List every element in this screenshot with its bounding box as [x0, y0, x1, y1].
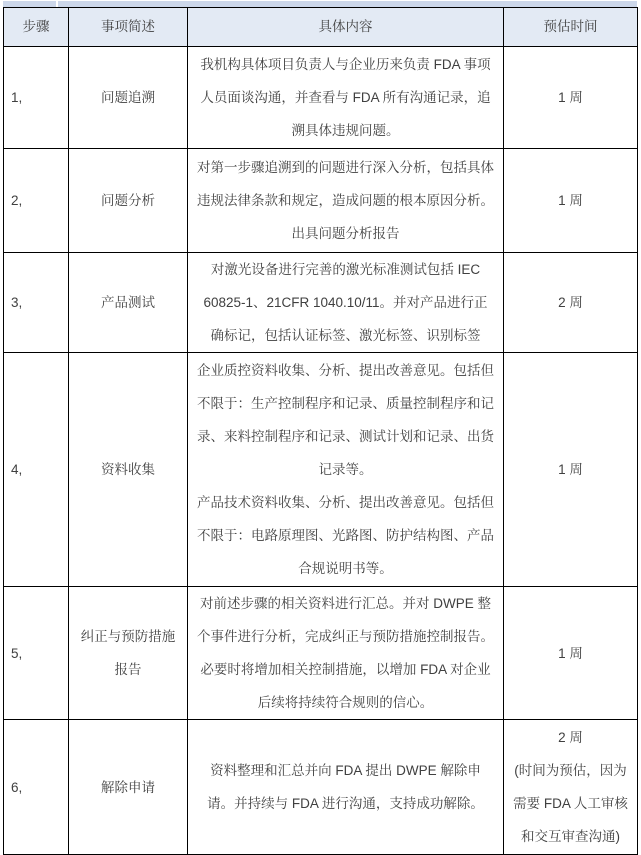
table-row: [4, 149, 638, 253]
time-line: 1 周: [558, 193, 583, 208]
column-header-step: 步骤: [4, 8, 69, 47]
column-header-content: 具体内容: [188, 8, 504, 47]
table-row: [4, 47, 638, 149]
summary-cell: 问题追溯: [69, 47, 188, 149]
table-row: [4, 353, 638, 587]
content-cell: [188, 587, 504, 720]
cell-divider: [56, 1, 58, 7]
fda-resolution-schedule-table: [3, 7, 638, 855]
summary-cell: 问题分析: [69, 149, 188, 253]
header-row: [4, 8, 638, 47]
content-paragraph: 产品技术资料收集、分析、提出改善意见。包括但不限于：电路原理图、光路图、防护结构图、产品合规说明书等。: [197, 495, 494, 576]
content-paragraph: 对激光设备进行完善的激光标准测试包括 IEC 60825-1、21CFR 1040.10/11。并对产品进行正确标记，包括认证标签、激光标签、识别标签: [203, 262, 488, 343]
time-cell: [504, 720, 638, 855]
time-line: (时间为预估，因为需要 FDA 人工审核和交互审查沟通): [513, 763, 628, 844]
step-cell: 2,: [4, 149, 69, 253]
content-cell: [188, 720, 504, 855]
step-cell: 4,: [4, 353, 69, 587]
time-line: 1 周: [558, 645, 583, 661]
summary-cell: 产品测试: [69, 253, 188, 353]
time-cell: [504, 587, 638, 720]
time-cell: [504, 47, 638, 149]
content-cell: [188, 253, 504, 353]
previous-table-row-sliver: [3, 1, 637, 7]
table-row: [4, 587, 638, 720]
column-header-summary: 事项简述: [69, 8, 188, 47]
content-paragraph: 对第一步骤追溯到的问题进行深入分析，包括具体违规法律条款和规定，造成问题的根本原因分析。出具问题分析报告: [197, 160, 494, 241]
step-cell: 6,: [4, 720, 69, 855]
time-line: 2 周: [558, 295, 583, 310]
time-line: 1 周: [558, 462, 583, 477]
content-paragraph: 企业质控资料收集、分析、提出改善意见。包括但不限于：生产控制程序和记录、质量控制程序和记录、来料控制程序和记录、测试计划和记录、出货记录等。: [197, 363, 494, 477]
content-paragraph: 资料整理和汇总并向 FDA 提出 DWPE 解除申请。并持续与 FDA 进行沟通，支持成功解除。: [207, 763, 484, 811]
content-cell: [188, 353, 504, 587]
table-row: [4, 253, 638, 353]
time-line: 2 周: [558, 730, 583, 745]
time-cell: [504, 353, 638, 587]
summary-cell: 资料收集: [69, 353, 188, 587]
content-paragraph: 我机构具体项目负责人与企业历来负责 FDA 事项人员面谈沟通，并查看与 FDA 所有沟通记录，追溯具体违规问题。: [200, 57, 491, 138]
step-cell: 1,: [4, 47, 69, 149]
step-cell: 5,: [4, 587, 69, 720]
time-cell: [504, 253, 638, 353]
summary-cell: 纠正与预防措施报告: [69, 587, 188, 720]
time-line: 1 周: [558, 90, 583, 105]
time-cell: [504, 149, 638, 253]
step-cell: 3,: [4, 253, 69, 353]
table-row: [4, 720, 638, 855]
summary-cell: 解除申请: [69, 720, 188, 855]
column-header-time: 预估时间: [504, 8, 638, 47]
content-cell: [188, 47, 504, 149]
content-cell: [188, 149, 504, 253]
table-body: [4, 47, 638, 855]
content-paragraph: 对前述步骤的相关资料进行汇总。并对 DWPE 整个事件进行分析，完成纠正与预防措施控制报告。必要时将增加相关控制措施，以增加 FDA 对企业后续将持续符合规则的信心。: [197, 596, 494, 710]
